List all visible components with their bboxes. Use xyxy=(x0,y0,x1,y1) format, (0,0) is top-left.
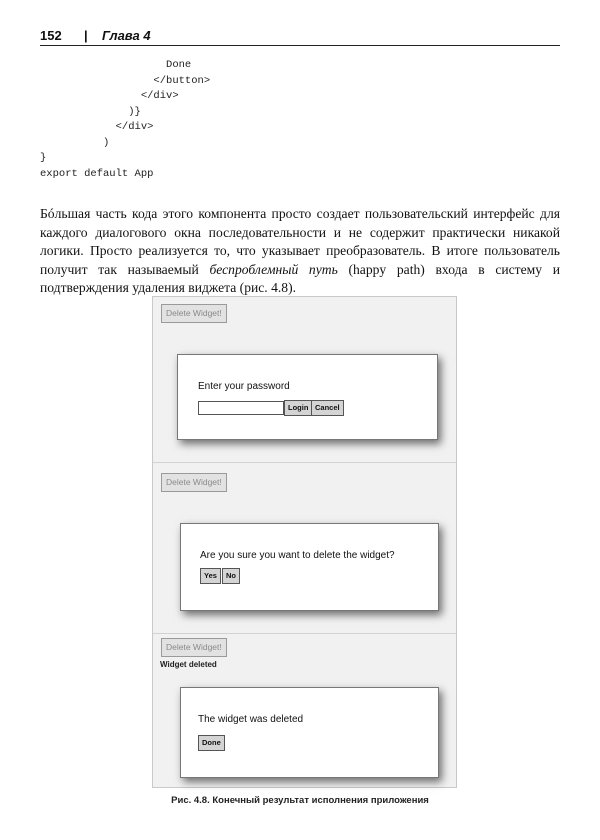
code-line: )} xyxy=(40,105,141,118)
password-input[interactable] xyxy=(198,401,284,415)
login-button[interactable]: Login xyxy=(284,400,312,416)
code-line: } xyxy=(40,152,47,164)
done-button[interactable]: Done xyxy=(198,735,225,751)
code-block xyxy=(40,58,210,182)
header-rule xyxy=(40,45,560,46)
code-line: </div> xyxy=(40,121,154,133)
delete-widget-button[interactable]: Delete Widget! xyxy=(161,638,227,657)
code-line: Done xyxy=(40,59,192,71)
figure-caption xyxy=(0,795,600,806)
code-line: </button> xyxy=(40,74,211,87)
no-button[interactable]: No xyxy=(222,568,240,584)
figure-screenshot xyxy=(152,296,457,788)
caption-text: Конечный результат исполнения приложения xyxy=(212,795,429,806)
chapter-title: Глава 4 xyxy=(102,28,151,43)
deleted-panel xyxy=(153,634,456,787)
confirm-prompt: Are you sure you want to delete the widget? xyxy=(200,550,395,561)
password-panel xyxy=(153,297,456,462)
confirm-dialog xyxy=(180,523,439,611)
deleted-dialog xyxy=(180,687,439,778)
delete-widget-button[interactable]: Delete Widget! xyxy=(161,304,227,323)
yes-button[interactable]: Yes xyxy=(200,568,221,584)
body-paragraph xyxy=(40,205,560,298)
widget-deleted-status: Widget deleted xyxy=(160,660,217,669)
caption-label: Рис. 4.8. xyxy=(171,795,210,806)
deleted-prompt: The widget was deleted xyxy=(198,714,304,725)
paragraph-text-2: (happy path) входа в систему и подтверждения удаления виджета (рис. 4.8). xyxy=(40,261,560,296)
code-line: export default App xyxy=(40,167,154,180)
header-separator: | xyxy=(84,28,88,43)
code-line: ) xyxy=(40,136,110,149)
password-prompt: Enter your password xyxy=(198,381,290,392)
code-line: </div> xyxy=(40,90,179,102)
cancel-button[interactable]: Cancel xyxy=(311,400,344,416)
password-dialog xyxy=(177,354,438,440)
page-header xyxy=(40,28,560,48)
delete-widget-button[interactable]: Delete Widget! xyxy=(161,473,227,492)
paragraph-text-1: Бóльшая часть кода этого компонента просто создает пользовательский интерфейс для каждого диалогового окна последовательности и не содержит практически никакой логики. Просто реализуется то, что указывает преобразователь. В итоге пользователь получит так называемый xyxy=(40,206,560,277)
page-number: 152 xyxy=(40,28,62,43)
confirm-panel xyxy=(153,463,456,633)
paragraph-term: беспроблемный путь xyxy=(209,261,338,277)
